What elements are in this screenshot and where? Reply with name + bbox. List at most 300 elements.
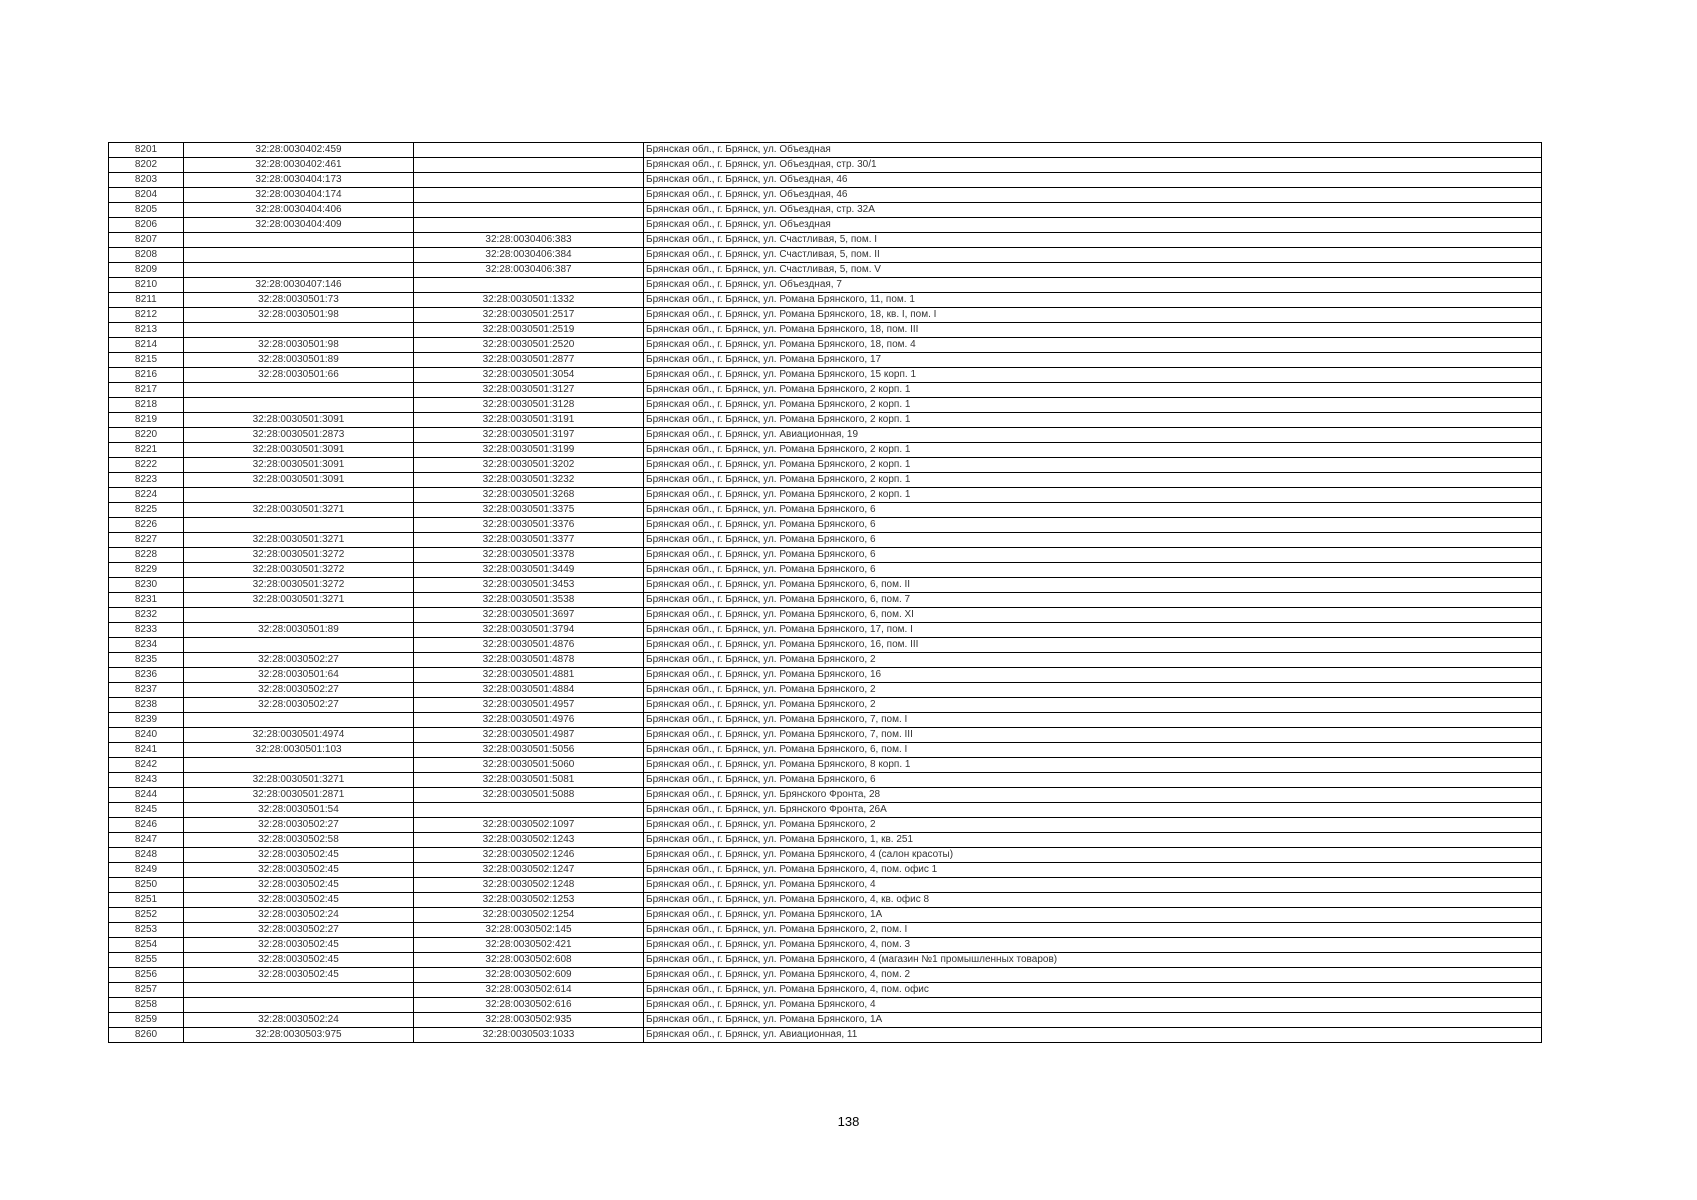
address-cell: Брянская обл., г. Брянск, ул. Счастливая, 5, пом. II — [644, 248, 1542, 263]
land-cadastral-number-cell — [184, 248, 414, 263]
land-cadastral-number-cell — [184, 983, 414, 998]
row-number-cell: 8218 — [109, 398, 184, 413]
table-row — [109, 368, 1542, 383]
land-cadastral-number-cell: 32:28:0030501:3272 — [184, 563, 414, 578]
row-number-cell: 8242 — [109, 758, 184, 773]
object-cadastral-number-cell: 32:28:0030502:609 — [414, 968, 644, 983]
object-cadastral-number-cell: 32:28:0030501:4884 — [414, 683, 644, 698]
object-cadastral-number-cell: 32:28:0030502:616 — [414, 998, 644, 1013]
address-cell: Брянская обл., г. Брянск, ул. Романа Брянского, 2 корп. 1 — [644, 473, 1542, 488]
object-cadastral-number-cell: 32:28:0030406:384 — [414, 248, 644, 263]
row-number-cell: 8249 — [109, 863, 184, 878]
address-cell: Брянская обл., г. Брянск, ул. Объездная — [644, 143, 1542, 158]
land-cadastral-number-cell: 32:28:0030501:66 — [184, 368, 414, 383]
address-cell: Брянская обл., г. Брянск, ул. Объездная, 46 — [644, 188, 1542, 203]
row-number-cell: 8255 — [109, 953, 184, 968]
table-row — [109, 473, 1542, 488]
address-cell: Брянская обл., г. Брянск, ул. Романа Брянского, 7, пом. I — [644, 713, 1542, 728]
land-cadastral-number-cell — [184, 608, 414, 623]
table-row — [109, 878, 1542, 893]
land-cadastral-number-cell: 32:28:0030501:3272 — [184, 578, 414, 593]
address-cell: Брянская обл., г. Брянск, ул. Романа Брянского, 4, пом. офис — [644, 983, 1542, 998]
row-number-cell: 8251 — [109, 893, 184, 908]
land-cadastral-number-cell: 32:28:0030407:146 — [184, 278, 414, 293]
object-cadastral-number-cell: 32:28:0030501:1332 — [414, 293, 644, 308]
address-cell: Брянская обл., г. Брянск, ул. Романа Брянского, 17, пом. I — [644, 623, 1542, 638]
page-number: 138 — [837, 1114, 860, 1129]
land-cadastral-number-cell: 32:28:0030501:3091 — [184, 473, 414, 488]
object-cadastral-number-cell: 32:28:0030501:3378 — [414, 548, 644, 563]
land-cadastral-number-cell: 32:28:0030501:4974 — [184, 728, 414, 743]
land-cadastral-number-cell: 32:28:0030501:3091 — [184, 413, 414, 428]
row-number-cell: 8244 — [109, 788, 184, 803]
land-cadastral-number-cell: 32:28:0030502:27 — [184, 818, 414, 833]
row-number-cell: 8256 — [109, 968, 184, 983]
row-number-cell: 8222 — [109, 458, 184, 473]
address-cell: Брянская обл., г. Брянск, ул. Брянского Фронта, 26А — [644, 803, 1542, 818]
land-cadastral-number-cell: 32:28:0030501:98 — [184, 308, 414, 323]
land-cadastral-number-cell: 32:28:0030501:54 — [184, 803, 414, 818]
row-number-cell: 8213 — [109, 323, 184, 338]
table-row — [109, 863, 1542, 878]
land-cadastral-number-cell: 32:28:0030502:45 — [184, 863, 414, 878]
land-cadastral-number-cell — [184, 758, 414, 773]
row-number-cell: 8210 — [109, 278, 184, 293]
land-cadastral-number-cell: 32:28:0030501:89 — [184, 623, 414, 638]
table-row — [109, 668, 1542, 683]
table-row — [109, 608, 1542, 623]
table-row — [109, 698, 1542, 713]
table-row — [109, 383, 1542, 398]
address-cell: Брянская обл., г. Брянск, ул. Романа Брянского, 6 — [644, 563, 1542, 578]
land-cadastral-number-cell — [184, 233, 414, 248]
table-row — [109, 158, 1542, 173]
table-row — [109, 533, 1542, 548]
address-cell: Брянская обл., г. Брянск, ул. Романа Брянского, 2 — [644, 818, 1542, 833]
address-cell: Брянская обл., г. Брянск, ул. Романа Брянского, 2 — [644, 653, 1542, 668]
address-cell: Брянская обл., г. Брянск, ул. Романа Брянского, 16 — [644, 668, 1542, 683]
address-cell: Брянская обл., г. Брянск, ул. Романа Брянского, 2 — [644, 683, 1542, 698]
table-row — [109, 563, 1542, 578]
object-cadastral-number-cell: 32:28:0030502:1248 — [414, 878, 644, 893]
land-cadastral-number-cell: 32:28:0030502:45 — [184, 893, 414, 908]
table-row — [109, 188, 1542, 203]
table-row — [109, 803, 1542, 818]
address-cell: Брянская обл., г. Брянск, ул. Романа Брянского, 4 (салон красоты) — [644, 848, 1542, 863]
row-number-cell: 8254 — [109, 938, 184, 953]
land-cadastral-number-cell: 32:28:0030501:3091 — [184, 458, 414, 473]
address-cell: Брянская обл., г. Брянск, ул. Романа Брянского, 1, кв. 251 — [644, 833, 1542, 848]
object-cadastral-number-cell: 32:28:0030501:3128 — [414, 398, 644, 413]
row-number-cell: 8207 — [109, 233, 184, 248]
land-cadastral-number-cell: 32:28:0030501:89 — [184, 353, 414, 368]
row-number-cell: 8233 — [109, 623, 184, 638]
row-number-cell: 8257 — [109, 983, 184, 998]
row-number-cell: 8234 — [109, 638, 184, 653]
object-cadastral-number-cell: 32:28:0030501:3375 — [414, 503, 644, 518]
table-row — [109, 248, 1542, 263]
land-cadastral-number-cell: 32:28:0030502:45 — [184, 968, 414, 983]
table-row — [109, 1013, 1542, 1028]
row-number-cell: 8235 — [109, 653, 184, 668]
table-row — [109, 428, 1542, 443]
table-row — [109, 233, 1542, 248]
object-cadastral-number-cell: 32:28:0030502:935 — [414, 1013, 644, 1028]
row-number-cell: 8236 — [109, 668, 184, 683]
object-cadastral-number-cell: 32:28:0030502:614 — [414, 983, 644, 998]
land-cadastral-number-cell: 32:28:0030404:406 — [184, 203, 414, 218]
address-cell: Брянская обл., г. Брянск, ул. Романа Брянского, 2 корп. 1 — [644, 443, 1542, 458]
object-cadastral-number-cell: 32:28:0030502:608 — [414, 953, 644, 968]
table-row — [109, 833, 1542, 848]
object-cadastral-number-cell: 32:28:0030503:1033 — [414, 1028, 644, 1043]
address-cell: Брянская обл., г. Брянск, ул. Романа Брянского, 2 корп. 1 — [644, 383, 1542, 398]
row-number-cell: 8237 — [109, 683, 184, 698]
table-row — [109, 623, 1542, 638]
land-cadastral-number-cell — [184, 263, 414, 278]
register-table-body — [109, 143, 1542, 1043]
land-cadastral-number-cell — [184, 488, 414, 503]
land-cadastral-number-cell: 32:28:0030501:2871 — [184, 788, 414, 803]
object-cadastral-number-cell: 32:28:0030406:387 — [414, 263, 644, 278]
object-cadastral-number-cell: 32:28:0030502:1254 — [414, 908, 644, 923]
address-cell: Брянская обл., г. Брянск, ул. Романа Брянского, 6, пом. 7 — [644, 593, 1542, 608]
object-cadastral-number-cell: 32:28:0030501:4878 — [414, 653, 644, 668]
land-cadastral-number-cell — [184, 713, 414, 728]
address-cell: Брянская обл., г. Брянск, ул. Счастливая, 5, пом. V — [644, 263, 1542, 278]
object-cadastral-number-cell: 32:28:0030501:3377 — [414, 533, 644, 548]
row-number-cell: 8211 — [109, 293, 184, 308]
address-cell: Брянская обл., г. Брянск, ул. Романа Брянского, 11, пом. 1 — [644, 293, 1542, 308]
object-cadastral-number-cell — [414, 803, 644, 818]
land-cadastral-number-cell: 32:28:0030501:3271 — [184, 593, 414, 608]
land-cadastral-number-cell: 32:28:0030502:27 — [184, 698, 414, 713]
table-row — [109, 278, 1542, 293]
row-number-cell: 8260 — [109, 1028, 184, 1043]
row-number-cell: 8201 — [109, 143, 184, 158]
table-row — [109, 503, 1542, 518]
address-cell: Брянская обл., г. Брянск, ул. Романа Брянского, 6, пом. I — [644, 743, 1542, 758]
object-cadastral-number-cell: 32:28:0030501:5060 — [414, 758, 644, 773]
address-cell: Брянская обл., г. Брянск, ул. Романа Брянского, 4 (магазин №1 промышленных товаров) — [644, 953, 1542, 968]
object-cadastral-number-cell: 32:28:0030501:3794 — [414, 623, 644, 638]
address-cell: Брянская обл., г. Брянск, ул. Романа Брянского, 18, пом. III — [644, 323, 1542, 338]
address-cell: Брянская обл., г. Брянск, ул. Романа Брянского, 4, пом. 2 — [644, 968, 1542, 983]
object-cadastral-number-cell — [414, 278, 644, 293]
row-number-cell: 8228 — [109, 548, 184, 563]
object-cadastral-number-cell: 32:28:0030501:5081 — [414, 773, 644, 788]
table-row — [109, 983, 1542, 998]
object-cadastral-number-cell: 32:28:0030501:3697 — [414, 608, 644, 623]
land-cadastral-number-cell — [184, 518, 414, 533]
land-cadastral-number-cell: 32:28:0030502:45 — [184, 848, 414, 863]
table-row — [109, 323, 1542, 338]
land-cadastral-number-cell — [184, 638, 414, 653]
land-cadastral-number-cell: 32:28:0030501:73 — [184, 293, 414, 308]
row-number-cell: 8229 — [109, 563, 184, 578]
object-cadastral-number-cell: 32:28:0030502:1243 — [414, 833, 644, 848]
object-cadastral-number-cell: 32:28:0030501:2520 — [414, 338, 644, 353]
row-number-cell: 8231 — [109, 593, 184, 608]
address-cell: Брянская обл., г. Брянск, ул. Романа Брянского, 2 корп. 1 — [644, 413, 1542, 428]
land-cadastral-number-cell: 32:28:0030501:3272 — [184, 548, 414, 563]
address-cell: Брянская обл., г. Брянск, ул. Романа Брянского, 6 — [644, 503, 1542, 518]
address-cell: Брянская обл., г. Брянск, ул. Брянского Фронта, 28 — [644, 788, 1542, 803]
address-cell: Брянская обл., г. Брянск, ул. Романа Брянского, 18, кв. I, пом. I — [644, 308, 1542, 323]
table-row — [109, 263, 1542, 278]
row-number-cell: 8250 — [109, 878, 184, 893]
table-row — [109, 413, 1542, 428]
address-cell: Брянская обл., г. Брянск, ул. Романа Брянского, 6 — [644, 773, 1542, 788]
address-cell: Брянская обл., г. Брянск, ул. Объездная, стр. 32А — [644, 203, 1542, 218]
object-cadastral-number-cell — [414, 158, 644, 173]
table-row — [109, 308, 1542, 323]
land-cadastral-number-cell: 32:28:0030501:3271 — [184, 503, 414, 518]
address-cell: Брянская обл., г. Брянск, ул. Романа Брянского, 8 корп. 1 — [644, 758, 1542, 773]
object-cadastral-number-cell: 32:28:0030501:3197 — [414, 428, 644, 443]
object-cadastral-number-cell: 32:28:0030501:2519 — [414, 323, 644, 338]
address-cell: Брянская обл., г. Брянск, ул. Романа Брянского, 2 корп. 1 — [644, 398, 1542, 413]
address-cell: Брянская обл., г. Брянск, ул. Романа Брянского, 4, пом. 3 — [644, 938, 1542, 953]
land-cadastral-number-cell: 32:28:0030502:24 — [184, 908, 414, 923]
object-cadastral-number-cell: 32:28:0030501:2517 — [414, 308, 644, 323]
row-number-cell: 8230 — [109, 578, 184, 593]
land-cadastral-number-cell: 32:28:0030404:174 — [184, 188, 414, 203]
row-number-cell: 8243 — [109, 773, 184, 788]
object-cadastral-number-cell: 32:28:0030501:3453 — [414, 578, 644, 593]
land-cadastral-number-cell: 32:28:0030502:58 — [184, 833, 414, 848]
address-cell: Брянская обл., г. Брянск, ул. Романа Брянского, 1А — [644, 1013, 1542, 1028]
land-cadastral-number-cell: 32:28:0030501:3091 — [184, 443, 414, 458]
row-number-cell: 8245 — [109, 803, 184, 818]
row-number-cell: 8208 — [109, 248, 184, 263]
land-cadastral-number-cell: 32:28:0030404:173 — [184, 173, 414, 188]
table-row — [109, 488, 1542, 503]
table-row — [109, 953, 1542, 968]
object-cadastral-number-cell: 32:28:0030501:4976 — [414, 713, 644, 728]
row-number-cell: 8227 — [109, 533, 184, 548]
address-cell: Брянская обл., г. Брянск, ул. Романа Брянского, 6, пом. XI — [644, 608, 1542, 623]
row-number-cell: 8221 — [109, 443, 184, 458]
address-cell: Брянская обл., г. Брянск, ул. Романа Брянского, 4 — [644, 998, 1542, 1013]
address-cell: Брянская обл., г. Брянск, ул. Объездная — [644, 218, 1542, 233]
land-cadastral-number-cell: 32:28:0030502:27 — [184, 923, 414, 938]
table-row — [109, 908, 1542, 923]
table-row — [109, 593, 1542, 608]
address-cell: Брянская обл., г. Брянск, ул. Авиационная, 11 — [644, 1028, 1542, 1043]
table-row — [109, 518, 1542, 533]
table-row — [109, 938, 1542, 953]
row-number-cell: 8209 — [109, 263, 184, 278]
table-row — [109, 173, 1542, 188]
land-cadastral-number-cell: 32:28:0030502:45 — [184, 938, 414, 953]
table-row — [109, 893, 1542, 908]
row-number-cell: 8226 — [109, 518, 184, 533]
object-cadastral-number-cell: 32:28:0030502:1097 — [414, 818, 644, 833]
object-cadastral-number-cell: 32:28:0030501:3376 — [414, 518, 644, 533]
row-number-cell: 8232 — [109, 608, 184, 623]
object-cadastral-number-cell — [414, 218, 644, 233]
address-cell: Брянская обл., г. Брянск, ул. Романа Брянского, 6 — [644, 548, 1542, 563]
object-cadastral-number-cell: 32:28:0030501:4957 — [414, 698, 644, 713]
table-row — [109, 773, 1542, 788]
row-number-cell: 8214 — [109, 338, 184, 353]
table-row — [109, 758, 1542, 773]
object-cadastral-number-cell: 32:28:0030502:1247 — [414, 863, 644, 878]
address-cell: Брянская обл., г. Брянск, ул. Объездная, 46 — [644, 173, 1542, 188]
address-cell: Брянская обл., г. Брянск, ул. Объездная, 7 — [644, 278, 1542, 293]
address-cell: Брянская обл., г. Брянск, ул. Романа Брянского, 7, пом. III — [644, 728, 1542, 743]
object-cadastral-number-cell — [414, 143, 644, 158]
object-cadastral-number-cell: 32:28:0030501:3199 — [414, 443, 644, 458]
table-row — [109, 848, 1542, 863]
register-table — [108, 142, 1542, 1043]
table-row — [109, 353, 1542, 368]
table-row — [109, 968, 1542, 983]
row-number-cell: 8219 — [109, 413, 184, 428]
table-row — [109, 818, 1542, 833]
table-row — [109, 788, 1542, 803]
table-row — [109, 338, 1542, 353]
land-cadastral-number-cell — [184, 383, 414, 398]
land-cadastral-number-cell: 32:28:0030501:98 — [184, 338, 414, 353]
object-cadastral-number-cell: 32:28:0030501:3232 — [414, 473, 644, 488]
table-row — [109, 638, 1542, 653]
row-number-cell: 8253 — [109, 923, 184, 938]
object-cadastral-number-cell: 32:28:0030501:3538 — [414, 593, 644, 608]
row-number-cell: 8202 — [109, 158, 184, 173]
object-cadastral-number-cell — [414, 188, 644, 203]
row-number-cell: 8217 — [109, 383, 184, 398]
table-row — [109, 743, 1542, 758]
row-number-cell: 8225 — [109, 503, 184, 518]
table-row — [109, 398, 1542, 413]
row-number-cell: 8239 — [109, 713, 184, 728]
address-cell: Брянская обл., г. Брянск, ул. Романа Брянского, 2 корп. 1 — [644, 488, 1542, 503]
row-number-cell: 8240 — [109, 728, 184, 743]
land-cadastral-number-cell: 32:28:0030404:409 — [184, 218, 414, 233]
row-number-cell: 8204 — [109, 188, 184, 203]
object-cadastral-number-cell — [414, 203, 644, 218]
land-cadastral-number-cell — [184, 323, 414, 338]
row-number-cell: 8216 — [109, 368, 184, 383]
row-number-cell: 8224 — [109, 488, 184, 503]
object-cadastral-number-cell: 32:28:0030501:4876 — [414, 638, 644, 653]
address-cell: Брянская обл., г. Брянск, ул. Романа Брянского, 17 — [644, 353, 1542, 368]
land-cadastral-number-cell: 32:28:0030501:3271 — [184, 773, 414, 788]
object-cadastral-number-cell: 32:28:0030502:421 — [414, 938, 644, 953]
address-cell: Брянская обл., г. Брянск, ул. Романа Брянского, 16, пом. III — [644, 638, 1542, 653]
object-cadastral-number-cell: 32:28:0030502:1246 — [414, 848, 644, 863]
address-cell: Брянская обл., г. Брянск, ул. Романа Брянского, 4 — [644, 878, 1542, 893]
address-cell: Брянская обл., г. Брянск, ул. Романа Брянского, 6, пом. II — [644, 578, 1542, 593]
object-cadastral-number-cell: 32:28:0030501:3268 — [414, 488, 644, 503]
address-cell: Брянская обл., г. Брянск, ул. Романа Брянского, 15 корп. 1 — [644, 368, 1542, 383]
land-cadastral-number-cell — [184, 998, 414, 1013]
object-cadastral-number-cell: 32:28:0030501:3449 — [414, 563, 644, 578]
land-cadastral-number-cell: 32:28:0030502:45 — [184, 953, 414, 968]
table-row — [109, 548, 1542, 563]
land-cadastral-number-cell: 32:28:0030402:459 — [184, 143, 414, 158]
table-row — [109, 458, 1542, 473]
row-number-cell: 8215 — [109, 353, 184, 368]
address-cell: Брянская обл., г. Брянск, ул. Романа Брянского, 2, пом. I — [644, 923, 1542, 938]
row-number-cell: 8203 — [109, 173, 184, 188]
address-cell: Брянская обл., г. Брянск, ул. Авиационная, 19 — [644, 428, 1542, 443]
object-cadastral-number-cell: 32:28:0030501:4881 — [414, 668, 644, 683]
table-row — [109, 1028, 1542, 1043]
object-cadastral-number-cell: 32:28:0030501:4987 — [414, 728, 644, 743]
row-number-cell: 8220 — [109, 428, 184, 443]
object-cadastral-number-cell: 32:28:0030501:2877 — [414, 353, 644, 368]
land-cadastral-number-cell: 32:28:0030501:64 — [184, 668, 414, 683]
land-cadastral-number-cell: 32:28:0030501:3271 — [184, 533, 414, 548]
table-row — [109, 218, 1542, 233]
table-row — [109, 443, 1542, 458]
table-row — [109, 578, 1542, 593]
row-number-cell: 8259 — [109, 1013, 184, 1028]
object-cadastral-number-cell: 32:28:0030501:5056 — [414, 743, 644, 758]
address-cell: Брянская обл., г. Брянск, ул. Романа Брянского, 2 корп. 1 — [644, 458, 1542, 473]
row-number-cell: 8246 — [109, 818, 184, 833]
address-cell: Брянская обл., г. Брянск, ул. Романа Брянского, 6 — [644, 533, 1542, 548]
land-cadastral-number-cell: 32:28:0030502:27 — [184, 653, 414, 668]
table-row — [109, 653, 1542, 668]
table-row — [109, 143, 1542, 158]
table-row — [109, 728, 1542, 743]
row-number-cell: 8206 — [109, 218, 184, 233]
object-cadastral-number-cell: 32:28:0030502:1253 — [414, 893, 644, 908]
row-number-cell: 8258 — [109, 998, 184, 1013]
land-cadastral-number-cell: 32:28:0030501:2873 — [184, 428, 414, 443]
object-cadastral-number-cell: 32:28:0030502:145 — [414, 923, 644, 938]
land-cadastral-number-cell: 32:28:0030402:461 — [184, 158, 414, 173]
land-cadastral-number-cell: 32:28:0030502:45 — [184, 878, 414, 893]
land-cadastral-number-cell: 32:28:0030501:103 — [184, 743, 414, 758]
table-row — [109, 998, 1542, 1013]
row-number-cell: 8238 — [109, 698, 184, 713]
object-cadastral-number-cell: 32:28:0030501:3127 — [414, 383, 644, 398]
land-cadastral-number-cell — [184, 398, 414, 413]
address-cell: Брянская обл., г. Брянск, ул. Романа Брянского, 1А — [644, 908, 1542, 923]
row-number-cell: 8223 — [109, 473, 184, 488]
object-cadastral-number-cell: 32:28:0030406:383 — [414, 233, 644, 248]
object-cadastral-number-cell: 32:28:0030501:3191 — [414, 413, 644, 428]
land-cadastral-number-cell: 32:28:0030502:24 — [184, 1013, 414, 1028]
land-cadastral-number-cell: 32:28:0030502:27 — [184, 683, 414, 698]
address-cell: Брянская обл., г. Брянск, ул. Романа Брянского, 6 — [644, 518, 1542, 533]
address-cell: Брянская обл., г. Брянск, ул. Романа Брянского, 4, пом. офис 1 — [644, 863, 1542, 878]
table-row — [109, 713, 1542, 728]
table-row — [109, 683, 1542, 698]
address-cell: Брянская обл., г. Брянск, ул. Романа Брянского, 18, пом. 4 — [644, 338, 1542, 353]
row-number-cell: 8241 — [109, 743, 184, 758]
row-number-cell: 8205 — [109, 203, 184, 218]
object-cadastral-number-cell: 32:28:0030501:3202 — [414, 458, 644, 473]
address-cell: Брянская обл., г. Брянск, ул. Романа Брянского, 4, кв. офис 8 — [644, 893, 1542, 908]
address-cell: Брянская обл., г. Брянск, ул. Счастливая, 5, пом. I — [644, 233, 1542, 248]
row-number-cell: 8248 — [109, 848, 184, 863]
object-cadastral-number-cell: 32:28:0030501:5088 — [414, 788, 644, 803]
row-number-cell: 8212 — [109, 308, 184, 323]
row-number-cell: 8252 — [109, 908, 184, 923]
table-row — [109, 923, 1542, 938]
object-cadastral-number-cell: 32:28:0030501:3054 — [414, 368, 644, 383]
address-cell: Брянская обл., г. Брянск, ул. Романа Брянского, 2 — [644, 698, 1542, 713]
object-cadastral-number-cell — [414, 173, 644, 188]
land-cadastral-number-cell: 32:28:0030503:975 — [184, 1028, 414, 1043]
table-row — [109, 203, 1542, 218]
